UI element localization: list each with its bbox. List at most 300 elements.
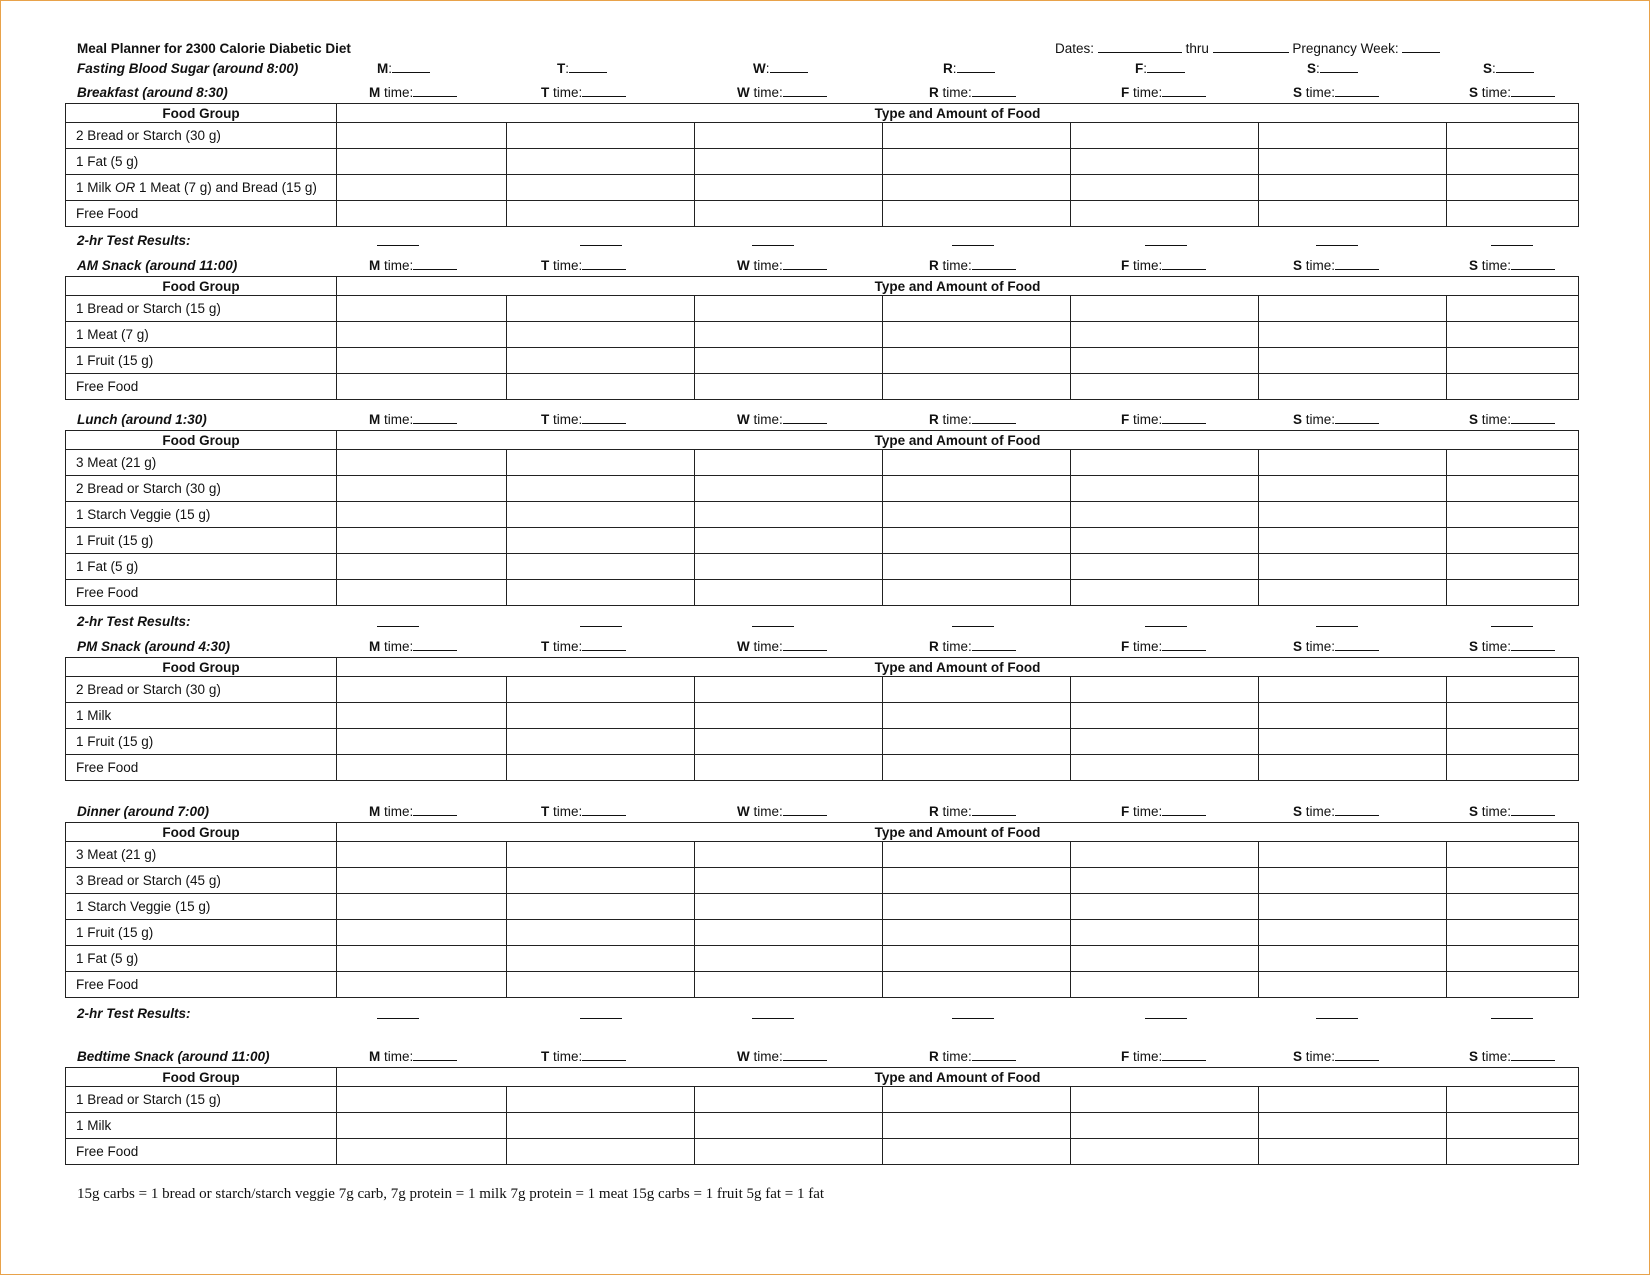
food-group-cell: 1 Bread or Starch (15 g) bbox=[66, 296, 337, 322]
type-amount-header: Type and Amount of Food bbox=[337, 823, 1579, 842]
fasting-day-6[interactable]: S: bbox=[1483, 61, 1534, 77]
food-group-cell: 1 Milk bbox=[66, 703, 337, 729]
food-entry-cell[interactable] bbox=[695, 920, 883, 946]
food-entry-cell[interactable] bbox=[1071, 729, 1259, 755]
food-entry-cell[interactable] bbox=[883, 972, 1071, 998]
food-entry-cell[interactable] bbox=[695, 175, 883, 201]
food-entry-cell[interactable] bbox=[337, 450, 507, 476]
meal-table bbox=[65, 276, 1579, 400]
test-result-blank[interactable] bbox=[1316, 1018, 1358, 1019]
test-result-blank[interactable] bbox=[1145, 245, 1187, 246]
food-entry-cell[interactable] bbox=[1071, 149, 1259, 175]
food-entry-cell[interactable] bbox=[1259, 175, 1447, 201]
food-entry-cell[interactable] bbox=[507, 1139, 695, 1165]
table-row bbox=[66, 123, 1579, 149]
food-entry-cell[interactable] bbox=[695, 502, 883, 528]
food-entry-cell[interactable] bbox=[1447, 554, 1579, 580]
food-entry-cell[interactable] bbox=[695, 149, 883, 175]
food-entry-cell[interactable] bbox=[1259, 476, 1447, 502]
food-group-cell: 1 Fat (5 g) bbox=[66, 554, 337, 580]
food-entry-cell[interactable] bbox=[1447, 450, 1579, 476]
fasting-day-4[interactable]: F: bbox=[1135, 61, 1185, 77]
food-entry-cell[interactable] bbox=[695, 528, 883, 554]
food-group-cell: 2 Bread or Starch (30 g) bbox=[66, 476, 337, 502]
food-entry-cell[interactable] bbox=[1259, 842, 1447, 868]
meal-time-field[interactable]: W time: bbox=[737, 804, 827, 819]
food-entry-cell[interactable] bbox=[883, 729, 1071, 755]
food-entry-cell[interactable] bbox=[1071, 946, 1259, 972]
food-entry-cell[interactable] bbox=[337, 703, 507, 729]
test-result-blank[interactable] bbox=[752, 1018, 794, 1019]
table-row bbox=[66, 920, 1579, 946]
food-entry-cell[interactable] bbox=[1259, 1113, 1447, 1139]
fasting-day-2[interactable]: W: bbox=[753, 61, 808, 77]
food-entry-cell[interactable] bbox=[337, 920, 507, 946]
food-entry-cell[interactable] bbox=[695, 201, 883, 227]
food-entry-cell[interactable] bbox=[883, 201, 1071, 227]
meal-table bbox=[65, 822, 1579, 998]
food-entry-cell[interactable] bbox=[1447, 677, 1579, 703]
meal-time-field[interactable]: S time: bbox=[1469, 1049, 1555, 1064]
food-entry-cell[interactable] bbox=[337, 149, 507, 175]
food-group-cell: Free Food bbox=[66, 374, 337, 400]
food-entry-cell[interactable] bbox=[695, 755, 883, 781]
food-entry-cell[interactable] bbox=[1071, 322, 1259, 348]
food-entry-cell[interactable] bbox=[1071, 920, 1259, 946]
test-result-blank[interactable] bbox=[377, 245, 419, 246]
food-entry-cell[interactable] bbox=[695, 322, 883, 348]
meal-time-field[interactable]: W time: bbox=[737, 1049, 827, 1064]
food-entry-cell[interactable] bbox=[1259, 729, 1447, 755]
meal-time-field[interactable]: F time: bbox=[1121, 412, 1206, 427]
food-group-cell: 1 Starch Veggie (15 g) bbox=[66, 894, 337, 920]
food-entry-cell[interactable] bbox=[883, 842, 1071, 868]
food-entry-cell[interactable] bbox=[1259, 296, 1447, 322]
food-entry-cell[interactable] bbox=[883, 920, 1071, 946]
food-entry-cell[interactable] bbox=[507, 703, 695, 729]
food-entry-cell[interactable] bbox=[883, 554, 1071, 580]
fasting-day-5[interactable]: S: bbox=[1307, 61, 1358, 77]
food-entry-cell[interactable] bbox=[337, 528, 507, 554]
food-entry-cell[interactable] bbox=[1447, 868, 1579, 894]
meal-time-field[interactable]: R time: bbox=[929, 258, 1016, 273]
meal-time-field[interactable]: F time: bbox=[1121, 639, 1206, 654]
food-entry-cell[interactable] bbox=[1071, 374, 1259, 400]
meal-time-field[interactable]: R time: bbox=[929, 412, 1016, 427]
test-result-blank[interactable] bbox=[580, 1018, 622, 1019]
food-entry-cell[interactable] bbox=[1447, 348, 1579, 374]
table-row bbox=[66, 677, 1579, 703]
test-result-blank[interactable] bbox=[1316, 626, 1358, 627]
food-entry-cell[interactable] bbox=[1071, 703, 1259, 729]
meal-time-field[interactable]: S time: bbox=[1469, 85, 1555, 100]
food-entry-cell[interactable] bbox=[507, 149, 695, 175]
food-entry-cell[interactable] bbox=[337, 1087, 507, 1113]
test-result-blank[interactable] bbox=[580, 245, 622, 246]
meal-table bbox=[65, 430, 1579, 606]
meal-time-field[interactable]: W time: bbox=[737, 85, 827, 100]
food-entry-cell[interactable] bbox=[507, 580, 695, 606]
food-entry-cell[interactable] bbox=[1447, 201, 1579, 227]
food-entry-cell[interactable] bbox=[507, 374, 695, 400]
food-entry-cell[interactable] bbox=[695, 1139, 883, 1165]
meal-time-field[interactable]: S time: bbox=[1293, 1049, 1379, 1064]
food-entry-cell[interactable] bbox=[883, 296, 1071, 322]
food-entry-cell[interactable] bbox=[1259, 149, 1447, 175]
food-entry-cell[interactable] bbox=[507, 502, 695, 528]
food-entry-cell[interactable] bbox=[507, 201, 695, 227]
food-entry-cell[interactable] bbox=[507, 322, 695, 348]
food-entry-cell[interactable] bbox=[1447, 374, 1579, 400]
food-entry-cell[interactable] bbox=[1071, 677, 1259, 703]
food-entry-cell[interactable] bbox=[883, 450, 1071, 476]
food-entry-cell[interactable] bbox=[337, 580, 507, 606]
food-entry-cell[interactable] bbox=[883, 868, 1071, 894]
food-entry-cell[interactable] bbox=[337, 175, 507, 201]
food-entry-cell[interactable] bbox=[1071, 502, 1259, 528]
food-entry-cell[interactable] bbox=[883, 1113, 1071, 1139]
food-entry-cell[interactable] bbox=[1071, 476, 1259, 502]
meal-time-field[interactable]: W time: bbox=[737, 639, 827, 654]
food-entry-cell[interactable] bbox=[1447, 580, 1579, 606]
meal-time-field[interactable]: R time: bbox=[929, 639, 1016, 654]
food-entry-cell[interactable] bbox=[1447, 528, 1579, 554]
food-entry-cell[interactable] bbox=[507, 175, 695, 201]
food-entry-cell[interactable] bbox=[507, 729, 695, 755]
food-entry-cell[interactable] bbox=[883, 755, 1071, 781]
food-entry-cell[interactable] bbox=[507, 348, 695, 374]
food-entry-cell[interactable] bbox=[695, 1087, 883, 1113]
food-entry-cell[interactable] bbox=[1071, 1113, 1259, 1139]
test-result-blank[interactable] bbox=[1491, 626, 1533, 627]
food-entry-cell[interactable] bbox=[695, 123, 883, 149]
food-entry-cell[interactable] bbox=[507, 868, 695, 894]
food-entry-cell[interactable] bbox=[1259, 1139, 1447, 1165]
food-group-cell: 1 Starch Veggie (15 g) bbox=[66, 502, 337, 528]
food-entry-cell[interactable] bbox=[337, 894, 507, 920]
food-entry-cell[interactable] bbox=[695, 450, 883, 476]
fasting-day-3[interactable]: R: bbox=[943, 61, 995, 77]
meal-time-field[interactable]: R time: bbox=[929, 804, 1016, 819]
food-entry-cell[interactable] bbox=[337, 729, 507, 755]
fasting-day-0[interactable]: M: bbox=[377, 61, 430, 77]
meal-time-field[interactable]: M time: bbox=[369, 639, 457, 654]
food-entry-cell[interactable] bbox=[1259, 348, 1447, 374]
food-entry-cell[interactable] bbox=[1071, 1139, 1259, 1165]
food-group-header: Food Group bbox=[66, 431, 337, 450]
food-entry-cell[interactable] bbox=[1259, 322, 1447, 348]
food-entry-cell[interactable] bbox=[507, 972, 695, 998]
food-entry-cell[interactable] bbox=[337, 868, 507, 894]
food-entry-cell[interactable] bbox=[1259, 677, 1447, 703]
food-entry-cell[interactable] bbox=[883, 703, 1071, 729]
table-header-row bbox=[66, 104, 1579, 123]
food-group-cell: Free Food bbox=[66, 755, 337, 781]
food-entry-cell[interactable] bbox=[337, 946, 507, 972]
food-entry-cell[interactable] bbox=[1447, 1113, 1579, 1139]
food-entry-cell[interactable] bbox=[1259, 554, 1447, 580]
food-entry-cell[interactable] bbox=[1259, 1087, 1447, 1113]
meal-time-field[interactable]: M time: bbox=[369, 804, 457, 819]
fasting-day-1[interactable]: T: bbox=[557, 61, 607, 77]
food-entry-cell[interactable] bbox=[507, 894, 695, 920]
test-result-blank[interactable] bbox=[1145, 626, 1187, 627]
food-entry-cell[interactable] bbox=[695, 476, 883, 502]
meal-time-field[interactable]: S time: bbox=[1293, 804, 1379, 819]
test-result-blank[interactable] bbox=[580, 626, 622, 627]
meal-time-field[interactable]: M time: bbox=[369, 85, 457, 100]
food-entry-cell[interactable] bbox=[1259, 946, 1447, 972]
food-entry-cell[interactable] bbox=[337, 972, 507, 998]
food-group-cell: Free Food bbox=[66, 580, 337, 606]
meal-time-field[interactable]: F time: bbox=[1121, 85, 1206, 100]
food-entry-cell[interactable] bbox=[1071, 528, 1259, 554]
test-result-blank[interactable] bbox=[952, 245, 994, 246]
food-entry-cell[interactable] bbox=[883, 677, 1071, 703]
food-entry-cell[interactable] bbox=[1259, 920, 1447, 946]
food-entry-cell[interactable] bbox=[1447, 703, 1579, 729]
meal-time-field[interactable]: M time: bbox=[369, 1049, 457, 1064]
food-entry-cell[interactable] bbox=[337, 374, 507, 400]
food-entry-cell[interactable] bbox=[1259, 201, 1447, 227]
food-entry-cell[interactable] bbox=[695, 374, 883, 400]
meal-time-field[interactable]: T time: bbox=[541, 258, 626, 273]
food-entry-cell[interactable] bbox=[695, 677, 883, 703]
food-entry-cell[interactable] bbox=[1447, 123, 1579, 149]
test-result-blank[interactable] bbox=[1316, 245, 1358, 246]
food-entry-cell[interactable] bbox=[883, 175, 1071, 201]
test-result-blank[interactable] bbox=[1491, 1018, 1533, 1019]
food-entry-cell[interactable] bbox=[1447, 894, 1579, 920]
food-group-cell: 1 Fruit (15 g) bbox=[66, 920, 337, 946]
food-entry-cell[interactable] bbox=[883, 1139, 1071, 1165]
food-entry-cell[interactable] bbox=[1071, 123, 1259, 149]
meal-time-field[interactable]: T time: bbox=[541, 804, 626, 819]
food-entry-cell[interactable] bbox=[1071, 554, 1259, 580]
food-entry-cell[interactable] bbox=[1447, 502, 1579, 528]
meal-time-field[interactable]: W time: bbox=[737, 412, 827, 427]
food-entry-cell[interactable] bbox=[695, 946, 883, 972]
food-entry-cell[interactable] bbox=[507, 755, 695, 781]
meal-time-field[interactable]: S time: bbox=[1293, 412, 1379, 427]
meal-time-field[interactable]: S time: bbox=[1469, 258, 1555, 273]
food-entry-cell[interactable] bbox=[1447, 946, 1579, 972]
food-entry-cell[interactable] bbox=[883, 580, 1071, 606]
meal-time-field[interactable]: S time: bbox=[1469, 639, 1555, 654]
food-entry-cell[interactable] bbox=[1259, 450, 1447, 476]
food-entry-cell[interactable] bbox=[1447, 729, 1579, 755]
food-group-cell: 1 Meat (7 g) bbox=[66, 322, 337, 348]
food-entry-cell[interactable] bbox=[337, 348, 507, 374]
test-result-blank[interactable] bbox=[952, 1018, 994, 1019]
dates-field[interactable]: Dates: thru Pregnancy Week: bbox=[1055, 41, 1440, 57]
food-entry-cell[interactable] bbox=[1259, 528, 1447, 554]
food-entry-cell[interactable] bbox=[1447, 322, 1579, 348]
food-entry-cell[interactable] bbox=[883, 123, 1071, 149]
food-entry-cell[interactable] bbox=[507, 528, 695, 554]
table-row bbox=[66, 450, 1579, 476]
food-entry-cell[interactable] bbox=[695, 348, 883, 374]
test-result-blank[interactable] bbox=[752, 245, 794, 246]
food-entry-cell[interactable] bbox=[1259, 703, 1447, 729]
food-entry-cell[interactable] bbox=[1071, 972, 1259, 998]
food-entry-cell[interactable] bbox=[507, 450, 695, 476]
food-entry-cell[interactable] bbox=[1259, 374, 1447, 400]
food-entry-cell[interactable] bbox=[507, 476, 695, 502]
table-row bbox=[66, 1087, 1579, 1113]
meal-time-field[interactable]: S time: bbox=[1469, 804, 1555, 819]
food-entry-cell[interactable] bbox=[695, 296, 883, 322]
food-entry-cell[interactable] bbox=[507, 1113, 695, 1139]
food-entry-cell[interactable] bbox=[337, 677, 507, 703]
food-entry-cell[interactable] bbox=[507, 554, 695, 580]
food-entry-cell[interactable] bbox=[507, 946, 695, 972]
food-entry-cell[interactable] bbox=[695, 1113, 883, 1139]
meal-time-field[interactable]: S time: bbox=[1293, 639, 1379, 654]
meal-time-field[interactable]: T time: bbox=[541, 412, 626, 427]
food-entry-cell[interactable] bbox=[883, 476, 1071, 502]
food-entry-cell[interactable] bbox=[695, 580, 883, 606]
food-entry-cell[interactable] bbox=[883, 1087, 1071, 1113]
food-entry-cell[interactable] bbox=[1447, 296, 1579, 322]
meal-time-field[interactable]: R time: bbox=[929, 1049, 1016, 1064]
food-entry-cell[interactable] bbox=[695, 729, 883, 755]
food-entry-cell[interactable] bbox=[695, 868, 883, 894]
food-entry-cell[interactable] bbox=[1071, 842, 1259, 868]
food-entry-cell[interactable] bbox=[1447, 1139, 1579, 1165]
meal-title: Bedtime Snack (around 11:00) bbox=[77, 1049, 270, 1064]
test-result-blank[interactable] bbox=[1145, 1018, 1187, 1019]
meal-title: PM Snack (around 4:30) bbox=[77, 639, 231, 654]
food-entry-cell[interactable] bbox=[1071, 580, 1259, 606]
food-entry-cell[interactable] bbox=[507, 920, 695, 946]
food-entry-cell[interactable] bbox=[507, 1087, 695, 1113]
food-group-cell: 2 Bread or Starch (30 g) bbox=[66, 677, 337, 703]
table-header-row bbox=[66, 1068, 1579, 1087]
food-group-cell: 1 Fruit (15 g) bbox=[66, 528, 337, 554]
meal-time-field[interactable]: T time: bbox=[541, 1049, 626, 1064]
meal-time-field[interactable]: S time: bbox=[1469, 412, 1555, 427]
food-entry-cell[interactable] bbox=[883, 149, 1071, 175]
test-result-blank[interactable] bbox=[377, 626, 419, 627]
food-group-header: Food Group bbox=[66, 1068, 337, 1087]
meal-time-field[interactable]: W time: bbox=[737, 258, 827, 273]
food-entry-cell[interactable] bbox=[1447, 972, 1579, 998]
food-group-header: Food Group bbox=[66, 277, 337, 296]
food-entry-cell[interactable] bbox=[337, 123, 507, 149]
food-entry-cell[interactable] bbox=[1447, 476, 1579, 502]
food-entry-cell[interactable] bbox=[1259, 502, 1447, 528]
food-entry-cell[interactable] bbox=[1071, 868, 1259, 894]
food-entry-cell[interactable] bbox=[695, 842, 883, 868]
food-entry-cell[interactable] bbox=[695, 703, 883, 729]
test-result-blank[interactable] bbox=[952, 626, 994, 627]
food-entry-cell[interactable] bbox=[1447, 149, 1579, 175]
food-entry-cell[interactable] bbox=[883, 502, 1071, 528]
food-entry-cell[interactable] bbox=[1071, 1087, 1259, 1113]
meal-time-field[interactable]: F time: bbox=[1121, 1049, 1206, 1064]
food-entry-cell[interactable] bbox=[1447, 755, 1579, 781]
food-entry-cell[interactable] bbox=[1259, 123, 1447, 149]
food-entry-cell[interactable] bbox=[883, 322, 1071, 348]
food-entry-cell[interactable] bbox=[337, 1113, 507, 1139]
meal-time-field[interactable]: T time: bbox=[541, 639, 626, 654]
food-entry-cell[interactable] bbox=[1447, 175, 1579, 201]
test-result-blank[interactable] bbox=[752, 626, 794, 627]
fasting-label: Fasting Blood Sugar (around 8:00) bbox=[77, 61, 299, 76]
food-entry-cell[interactable] bbox=[337, 322, 507, 348]
food-entry-cell[interactable] bbox=[1447, 842, 1579, 868]
table-row bbox=[66, 502, 1579, 528]
food-entry-cell[interactable] bbox=[507, 296, 695, 322]
food-entry-cell[interactable] bbox=[507, 677, 695, 703]
food-entry-cell[interactable] bbox=[1447, 1087, 1579, 1113]
food-entry-cell[interactable] bbox=[1071, 894, 1259, 920]
food-entry-cell[interactable] bbox=[337, 755, 507, 781]
food-entry-cell[interactable] bbox=[1071, 175, 1259, 201]
meal-time-field[interactable]: F time: bbox=[1121, 804, 1206, 819]
food-entry-cell[interactable] bbox=[695, 894, 883, 920]
food-entry-cell[interactable] bbox=[337, 842, 507, 868]
meal-table bbox=[65, 657, 1579, 781]
food-entry-cell[interactable] bbox=[1259, 972, 1447, 998]
food-entry-cell[interactable] bbox=[1259, 894, 1447, 920]
meal-title: Breakfast (around 8:30) bbox=[77, 85, 228, 100]
meal-time-field[interactable]: R time: bbox=[929, 85, 1016, 100]
food-entry-cell[interactable] bbox=[507, 842, 695, 868]
table-row bbox=[66, 1139, 1579, 1165]
food-entry-cell[interactable] bbox=[337, 201, 507, 227]
type-amount-header: Type and Amount of Food bbox=[337, 658, 1579, 677]
meal-time-field[interactable]: M time: bbox=[369, 412, 457, 427]
food-entry-cell[interactable] bbox=[883, 528, 1071, 554]
meal-time-field[interactable]: F time: bbox=[1121, 258, 1206, 273]
meal-time-field[interactable]: S time: bbox=[1293, 258, 1379, 273]
table-header-row bbox=[66, 431, 1579, 450]
food-entry-cell[interactable] bbox=[337, 1139, 507, 1165]
food-entry-cell[interactable] bbox=[883, 894, 1071, 920]
food-entry-cell[interactable] bbox=[1259, 755, 1447, 781]
food-entry-cell[interactable] bbox=[1071, 201, 1259, 227]
type-amount-header: Type and Amount of Food bbox=[337, 277, 1579, 296]
meal-time-field[interactable]: T time: bbox=[541, 85, 626, 100]
food-group-cell: 1 Milk OR 1 Meat (7 g) and Bread (15 g) bbox=[66, 175, 337, 201]
test-result-blank[interactable] bbox=[1491, 245, 1533, 246]
food-entry-cell[interactable] bbox=[1447, 920, 1579, 946]
food-entry-cell[interactable] bbox=[1071, 296, 1259, 322]
food-entry-cell[interactable] bbox=[1259, 868, 1447, 894]
food-entry-cell[interactable] bbox=[1071, 348, 1259, 374]
test-results-label: 2-hr Test Results: bbox=[77, 233, 191, 248]
food-entry-cell[interactable] bbox=[1071, 755, 1259, 781]
food-entry-cell[interactable] bbox=[507, 123, 695, 149]
food-entry-cell[interactable] bbox=[883, 946, 1071, 972]
food-entry-cell[interactable] bbox=[337, 296, 507, 322]
meal-time-field[interactable]: S time: bbox=[1293, 85, 1379, 100]
food-entry-cell[interactable] bbox=[695, 554, 883, 580]
food-entry-cell[interactable] bbox=[1259, 580, 1447, 606]
food-group-header: Food Group bbox=[66, 823, 337, 842]
food-entry-cell[interactable] bbox=[337, 476, 507, 502]
food-entry-cell[interactable] bbox=[883, 374, 1071, 400]
food-entry-cell[interactable] bbox=[337, 502, 507, 528]
food-entry-cell[interactable] bbox=[1071, 450, 1259, 476]
test-result-blank[interactable] bbox=[377, 1018, 419, 1019]
meal-time-field[interactable]: M time: bbox=[369, 258, 457, 273]
food-entry-cell[interactable] bbox=[695, 972, 883, 998]
food-entry-cell[interactable] bbox=[883, 348, 1071, 374]
food-entry-cell[interactable] bbox=[337, 554, 507, 580]
